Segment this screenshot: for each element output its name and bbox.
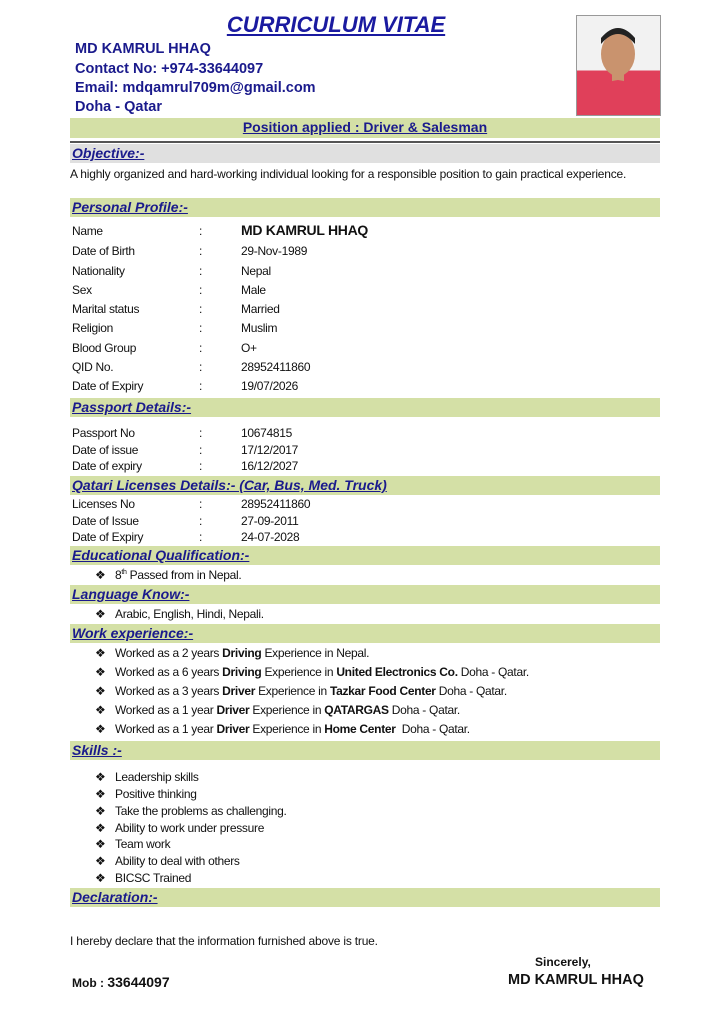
- row-value: 16/12/2027: [241, 459, 299, 473]
- profile-row: [72, 244, 308, 258]
- item-text: Worked as a 1 year: [115, 703, 217, 717]
- bullet-icon: ❖: [95, 568, 106, 582]
- row-label: Licenses No: [72, 497, 135, 511]
- email: Email: mdqamrul709m@gmail.com: [75, 80, 316, 96]
- item-text: United Electronics Co.: [336, 665, 458, 679]
- row-label: Date of Birth: [72, 244, 135, 258]
- item-text: Experience in Nepal.: [261, 646, 370, 660]
- profile-row: [72, 222, 368, 238]
- item-text: th: [121, 569, 127, 576]
- cv-title: CURRICULUM VITAE: [226, 12, 446, 37]
- language-heading: Language Know:-: [72, 586, 190, 602]
- profile-row: [72, 264, 271, 278]
- row-colon: :: [199, 497, 203, 511]
- row-colon: :: [199, 459, 203, 473]
- item-text: Driver: [216, 722, 250, 736]
- language-bar: [70, 585, 660, 604]
- position-bar: [70, 118, 660, 138]
- row-colon: :: [199, 264, 203, 278]
- declaration-bar: [70, 888, 660, 907]
- skills-item: [95, 787, 197, 801]
- row-colon: :: [199, 283, 203, 297]
- item-text: Positive thinking: [115, 787, 197, 801]
- skills-item: [95, 770, 199, 784]
- row-value: Male: [241, 283, 266, 297]
- bullet-icon: ❖: [95, 703, 106, 717]
- skills-heading: Skills :-: [72, 742, 122, 758]
- licenses-heading: Qatari Licenses Details:- (Car, Bus, Med. Truck): [72, 477, 387, 493]
- row-value: Muslim: [241, 321, 278, 335]
- row-label: Passport No: [72, 426, 135, 440]
- item-text: Driver: [222, 684, 256, 698]
- skills-item: [95, 804, 287, 818]
- row-colon: :: [199, 379, 203, 393]
- item-text: Arabic, English, Hindi, Nepali.: [115, 607, 264, 621]
- item-text: Doha - Qatar.: [457, 665, 529, 679]
- location: Doha - Qatar: [75, 99, 163, 115]
- row-colon: :: [199, 360, 203, 374]
- mobile-line: [72, 974, 170, 990]
- row-label: Date of expiry: [72, 459, 142, 473]
- profile-row: [72, 459, 299, 473]
- position-applied: Position applied : Driver & Salesman: [242, 119, 488, 135]
- row-colon: :: [199, 341, 203, 355]
- education-item: [95, 568, 241, 582]
- licenses-bar: [70, 476, 660, 495]
- objective-text: A highly organized and hard-working individual looking for a responsible position to gain practical experience.: [70, 167, 627, 181]
- personal-profile-heading: Personal Profile:-: [72, 199, 188, 215]
- row-value: 28952411860: [241, 360, 311, 374]
- row-label: Date of issue: [72, 443, 139, 457]
- row-value: 24-07-2028: [241, 530, 300, 544]
- item-text: Team work: [115, 837, 171, 851]
- work-heading: Work experience:-: [72, 625, 194, 641]
- item-text: Worked as a 6 years: [115, 665, 223, 679]
- skills-item: [95, 821, 264, 835]
- skills-item: [95, 837, 170, 851]
- profile-row: [72, 426, 292, 440]
- language-item: [95, 607, 264, 621]
- work-bar: [70, 624, 660, 643]
- item-text: BICSC Trained: [115, 871, 192, 885]
- row-label: Date of Expiry: [72, 379, 144, 393]
- education-heading: Educational Qualification:-: [72, 547, 250, 563]
- mob-label: Mob :: [72, 976, 104, 990]
- item-text: Ability to work under pressure: [115, 821, 265, 835]
- item-text: Doha - Qatar.: [435, 684, 507, 698]
- item-text: Doha - Qatar.: [395, 722, 470, 736]
- row-value: 17/12/2017: [241, 443, 299, 457]
- item-text: Worked as a 2 years: [115, 646, 223, 660]
- row-label: Date of Expiry: [72, 530, 144, 544]
- profile-row: [72, 283, 266, 297]
- passport-heading: Passport Details:-: [72, 399, 192, 415]
- row-colon: :: [199, 321, 203, 335]
- work-item: [95, 722, 470, 736]
- profile-row: [72, 530, 300, 544]
- profile-row: [72, 321, 278, 335]
- row-label: Name: [72, 224, 103, 238]
- signature-name: MD KAMRUL HHAQ: [508, 972, 644, 988]
- row-value: MD KAMRUL HHAQ: [241, 222, 368, 238]
- applicant-name: MD KAMRUL HHAQ: [75, 41, 211, 57]
- profile-row: [72, 341, 257, 355]
- sincerely: Sincerely,: [535, 955, 591, 969]
- row-label: Date of Issue: [72, 514, 139, 528]
- item-text: Ability to deal with others: [115, 854, 240, 868]
- row-colon: :: [199, 443, 203, 457]
- bullet-icon: ❖: [95, 837, 106, 851]
- bullet-icon: ❖: [95, 665, 106, 679]
- bullet-icon: ❖: [95, 646, 106, 660]
- row-colon: :: [199, 530, 203, 544]
- bullet-icon: ❖: [95, 871, 106, 885]
- item-text: Tazkar Food Center: [329, 684, 436, 698]
- profile-photo: [576, 15, 661, 116]
- profile-row: [72, 514, 299, 528]
- profile-row: [72, 302, 280, 316]
- education-bar: [70, 546, 660, 565]
- row-label: Blood Group: [72, 341, 137, 355]
- bullet-icon: ❖: [95, 770, 106, 784]
- item-text: Experience in: [249, 703, 325, 717]
- row-value: 10674815: [241, 426, 292, 440]
- row-colon: :: [199, 224, 203, 238]
- item-text: Worked as a 1 year: [115, 722, 217, 736]
- item-text: Leadership skills: [115, 770, 199, 784]
- skills-item: [95, 854, 240, 868]
- work-item: [95, 684, 507, 698]
- row-colon: :: [199, 426, 203, 440]
- profile-row: [72, 497, 311, 511]
- item-text: Experience in: [249, 722, 325, 736]
- declaration-text: I hereby declare that the information furnished above is true.: [70, 934, 378, 948]
- row-value: O+: [241, 341, 257, 355]
- mob-number: 33644097: [107, 974, 170, 990]
- row-label: Sex: [72, 283, 92, 297]
- item-text: Experience in: [261, 665, 337, 679]
- item-text: Driving: [222, 646, 262, 660]
- row-value: 27-09-2011: [241, 514, 299, 528]
- item-text: Worked as a 3 years: [115, 684, 223, 698]
- personal-profile-bar: [70, 198, 660, 217]
- row-value: 29-Nov-1989: [241, 244, 308, 258]
- item-text: Take the problems as challenging.: [115, 804, 287, 818]
- bullet-icon: ❖: [95, 787, 106, 801]
- skills-bar: [70, 741, 660, 760]
- contact-number: Contact No: +974-33644097: [75, 61, 264, 77]
- profile-row: [72, 360, 311, 374]
- item-text: 8: [115, 568, 122, 582]
- item-text: Driver: [216, 703, 250, 717]
- row-value: 28952411860: [241, 497, 311, 511]
- profile-row: [72, 379, 299, 393]
- bullet-icon: ❖: [95, 804, 106, 818]
- item-text: Home Center: [324, 722, 396, 736]
- skills-item: [95, 871, 191, 885]
- row-label: Religion: [72, 321, 113, 335]
- row-colon: :: [199, 302, 203, 316]
- work-item: [95, 665, 529, 679]
- item-text: QATARGAS: [324, 703, 389, 717]
- item-text: Driving: [222, 665, 262, 679]
- bullet-icon: ❖: [95, 722, 106, 736]
- row-label: Marital status: [72, 302, 140, 316]
- profile-row: [72, 443, 299, 457]
- objective-heading: Objective:-: [72, 145, 145, 161]
- bullet-icon: ❖: [95, 821, 106, 835]
- divider: [70, 141, 660, 143]
- item-text: Experience in: [255, 684, 330, 698]
- item-text: Passed from in Nepal.: [126, 568, 242, 582]
- item-text: Doha - Qatar.: [388, 703, 460, 717]
- bullet-icon: ❖: [95, 607, 106, 621]
- work-item: [95, 646, 369, 660]
- declaration-heading: Declaration:-: [72, 889, 158, 905]
- passport-bar: [70, 398, 660, 417]
- row-label: QID No.: [72, 360, 114, 374]
- row-value: Married: [241, 302, 280, 316]
- row-value: 19/07/2026: [241, 379, 299, 393]
- bullet-icon: ❖: [95, 854, 106, 868]
- row-colon: :: [199, 514, 203, 528]
- bullet-icon: ❖: [95, 684, 106, 698]
- row-colon: :: [199, 244, 203, 258]
- row-value: Nepal: [241, 264, 271, 278]
- row-label: Nationality: [72, 264, 125, 278]
- objective-bar: [70, 144, 660, 163]
- work-item: [95, 703, 460, 717]
